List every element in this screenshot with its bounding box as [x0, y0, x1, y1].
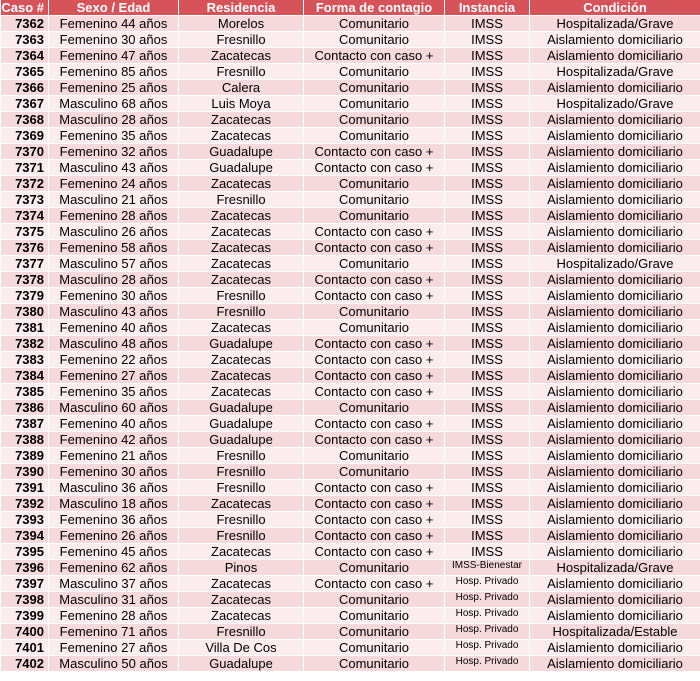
- cell-residencia: Zacatecas: [179, 208, 304, 224]
- cell-residencia: Zacatecas: [179, 48, 304, 64]
- cell-condicion: Hospitalizada/Grave: [530, 560, 700, 576]
- cell-residencia: Fresnillo: [179, 304, 304, 320]
- table-row: [1, 400, 700, 416]
- cell-caso: 7375: [1, 224, 49, 240]
- cell-caso: 7401: [1, 640, 49, 656]
- cell-sexo-edad: Femenino 36 años: [49, 512, 179, 528]
- table-row: [1, 624, 700, 640]
- cell-condicion: Hospitalizado/Grave: [530, 96, 700, 112]
- cell-sexo-edad: Femenino 30 años: [49, 32, 179, 48]
- cell-instancia: IMSS: [445, 128, 530, 144]
- cell-sexo-edad: Femenino 62 años: [49, 560, 179, 576]
- cell-instancia: IMSS: [445, 304, 530, 320]
- cell-caso: 7374: [1, 208, 49, 224]
- cell-sexo-edad: Femenino 85 años: [49, 64, 179, 80]
- cell-sexo-edad: Femenino 71 años: [49, 624, 179, 640]
- cell-residencia: Zacatecas: [179, 176, 304, 192]
- cell-caso: 7379: [1, 288, 49, 304]
- cell-caso: 7367: [1, 96, 49, 112]
- cell-condicion: Aislamiento domiciliario: [530, 176, 700, 192]
- cell-residencia: Zacatecas: [179, 384, 304, 400]
- cell-caso: 7370: [1, 144, 49, 160]
- cell-sexo-edad: Femenino 44 años: [49, 16, 179, 32]
- cell-sexo-edad: Femenino 47 años: [49, 48, 179, 64]
- table-header: [1, 0, 700, 16]
- table-row: [1, 416, 700, 432]
- cell-residencia: Zacatecas: [179, 352, 304, 368]
- cell-caso: 7386: [1, 400, 49, 416]
- cell-residencia: Fresnillo: [179, 528, 304, 544]
- cell-sexo-edad: Femenino 58 años: [49, 240, 179, 256]
- cell-caso: 7371: [1, 160, 49, 176]
- cell-forma-contagio: Comunitario: [304, 64, 445, 80]
- cell-sexo-edad: Masculino 57 años: [49, 256, 179, 272]
- table-row: [1, 384, 700, 400]
- cell-instancia: IMSS: [445, 208, 530, 224]
- cell-instancia: IMSS: [445, 144, 530, 160]
- table-row: [1, 304, 700, 320]
- cell-condicion: Aislamiento domiciliario: [530, 32, 700, 48]
- table-row: [1, 64, 700, 80]
- cell-instancia: IMSS: [445, 176, 530, 192]
- cell-condicion: Aislamiento domiciliario: [530, 528, 700, 544]
- cell-forma-contagio: Comunitario: [304, 592, 445, 608]
- cell-condicion: Aislamiento domiciliario: [530, 48, 700, 64]
- cell-instancia: IMSS: [445, 496, 530, 512]
- cell-forma-contagio: Comunitario: [304, 560, 445, 576]
- cell-instancia: IMSS: [445, 192, 530, 208]
- cell-instancia: IMSS: [445, 512, 530, 528]
- cell-forma-contagio: Comunitario: [304, 80, 445, 96]
- table-row: [1, 656, 700, 672]
- cell-condicion: Aislamiento domiciliario: [530, 128, 700, 144]
- table-row: [1, 128, 700, 144]
- cell-residencia: Zacatecas: [179, 368, 304, 384]
- cell-instancia: IMSS: [445, 272, 530, 288]
- cell-forma-contagio: Comunitario: [304, 640, 445, 656]
- cell-instancia: Hosp. Privado: [445, 640, 530, 656]
- cell-condicion: Hospitalizada/Grave: [530, 64, 700, 80]
- cell-condicion: Aislamiento domiciliario: [530, 304, 700, 320]
- cell-caso: 7397: [1, 576, 49, 592]
- cell-forma-contagio: Comunitario: [304, 112, 445, 128]
- cell-residencia: Zacatecas: [179, 576, 304, 592]
- cell-residencia: Guadalupe: [179, 416, 304, 432]
- cell-forma-contagio: Comunitario: [304, 96, 445, 112]
- cell-instancia: IMSS: [445, 320, 530, 336]
- cell-instancia: IMSS: [445, 480, 530, 496]
- cell-condicion: Aislamiento domiciliario: [530, 656, 700, 672]
- cell-condicion: Aislamiento domiciliario: [530, 352, 700, 368]
- cell-forma-contagio: Comunitario: [304, 656, 445, 672]
- cell-condicion: Aislamiento domiciliario: [530, 384, 700, 400]
- cell-sexo-edad: Femenino 30 años: [49, 464, 179, 480]
- cell-residencia: Morelos: [179, 16, 304, 32]
- header-row: [1, 0, 700, 16]
- cell-condicion: Aislamiento domiciliario: [530, 480, 700, 496]
- cell-forma-contagio: Contacto con caso +: [304, 496, 445, 512]
- cell-condicion: Aislamiento domiciliario: [530, 576, 700, 592]
- cell-sexo-edad: Masculino 43 años: [49, 160, 179, 176]
- table-row: [1, 512, 700, 528]
- cell-sexo-edad: Masculino 31 años: [49, 592, 179, 608]
- cell-caso: 7378: [1, 272, 49, 288]
- cell-forma-contagio: Comunitario: [304, 304, 445, 320]
- cell-instancia: IMSS: [445, 432, 530, 448]
- cell-sexo-edad: Femenino 21 años: [49, 448, 179, 464]
- cell-forma-contagio: Comunitario: [304, 320, 445, 336]
- cell-instancia: IMSS: [445, 80, 530, 96]
- table-row: [1, 224, 700, 240]
- table-row: [1, 272, 700, 288]
- cell-instancia: IMSS: [445, 448, 530, 464]
- cell-caso: 7388: [1, 432, 49, 448]
- table-row: [1, 432, 700, 448]
- table-row: [1, 480, 700, 496]
- cell-forma-contagio: Contacto con caso +: [304, 352, 445, 368]
- table-row: [1, 336, 700, 352]
- cell-sexo-edad: Masculino 26 años: [49, 224, 179, 240]
- table-row: [1, 640, 700, 656]
- cell-condicion: Hospitalizado/Grave: [530, 256, 700, 272]
- header-condicion: Condición: [530, 0, 700, 16]
- cell-sexo-edad: Femenino 40 años: [49, 320, 179, 336]
- cell-residencia: Zacatecas: [179, 496, 304, 512]
- cell-sexo-edad: Femenino 27 años: [49, 368, 179, 384]
- table-row: [1, 32, 700, 48]
- cell-caso: 7387: [1, 416, 49, 432]
- cell-sexo-edad: Femenino 28 años: [49, 608, 179, 624]
- cell-sexo-edad: Masculino 28 años: [49, 272, 179, 288]
- table-row: [1, 288, 700, 304]
- cell-caso: 7396: [1, 560, 49, 576]
- cell-caso: 7363: [1, 32, 49, 48]
- table-row: [1, 160, 700, 176]
- cell-caso: 7382: [1, 336, 49, 352]
- cell-forma-contagio: Contacto con caso +: [304, 272, 445, 288]
- cell-caso: 7368: [1, 112, 49, 128]
- cell-sexo-edad: Masculino 50 años: [49, 656, 179, 672]
- cell-forma-contagio: Comunitario: [304, 208, 445, 224]
- cell-caso: 7377: [1, 256, 49, 272]
- cell-forma-contagio: Comunitario: [304, 624, 445, 640]
- cell-sexo-edad: Masculino 28 años: [49, 112, 179, 128]
- cell-forma-contagio: Contacto con caso +: [304, 512, 445, 528]
- cell-caso: 7385: [1, 384, 49, 400]
- cell-residencia: Fresnillo: [179, 288, 304, 304]
- cell-condicion: Aislamiento domiciliario: [530, 272, 700, 288]
- cell-instancia: Hosp. Privado: [445, 576, 530, 592]
- cell-instancia: IMSS: [445, 96, 530, 112]
- cell-condicion: Aislamiento domiciliario: [530, 192, 700, 208]
- cell-instancia: IMSS: [445, 464, 530, 480]
- cell-sexo-edad: Masculino 60 años: [49, 400, 179, 416]
- cell-residencia: Guadalupe: [179, 144, 304, 160]
- cell-instancia: IMSS: [445, 352, 530, 368]
- cell-condicion: Aislamiento domiciliario: [530, 144, 700, 160]
- cell-condicion: Aislamiento domiciliario: [530, 608, 700, 624]
- cell-residencia: Luis Moya: [179, 96, 304, 112]
- table-row: [1, 48, 700, 64]
- cell-residencia: Zacatecas: [179, 608, 304, 624]
- cell-condicion: Aislamiento domiciliario: [530, 448, 700, 464]
- cell-instancia: IMSS: [445, 240, 530, 256]
- table-row: [1, 608, 700, 624]
- cell-residencia: Calera: [179, 80, 304, 96]
- cell-residencia: Fresnillo: [179, 464, 304, 480]
- cell-condicion: Aislamiento domiciliario: [530, 640, 700, 656]
- cell-sexo-edad: Femenino 35 años: [49, 128, 179, 144]
- cell-sexo-edad: Femenino 42 años: [49, 432, 179, 448]
- cell-forma-contagio: Contacto con caso +: [304, 240, 445, 256]
- cell-residencia: Guadalupe: [179, 400, 304, 416]
- cell-sexo-edad: Masculino 21 años: [49, 192, 179, 208]
- cell-condicion: Aislamiento domiciliario: [530, 112, 700, 128]
- cell-residencia: Fresnillo: [179, 480, 304, 496]
- cell-residencia: Guadalupe: [179, 432, 304, 448]
- table-body: [1, 16, 700, 672]
- table-row: [1, 496, 700, 512]
- cell-sexo-edad: Femenino 25 años: [49, 80, 179, 96]
- cell-caso: 7362: [1, 16, 49, 32]
- table-row: [1, 192, 700, 208]
- cell-caso: 7381: [1, 320, 49, 336]
- cell-condicion: Aislamiento domiciliario: [530, 592, 700, 608]
- cell-caso: 7372: [1, 176, 49, 192]
- cell-residencia: Fresnillo: [179, 64, 304, 80]
- cell-condicion: Aislamiento domiciliario: [530, 336, 700, 352]
- cell-forma-contagio: Comunitario: [304, 128, 445, 144]
- cell-forma-contagio: Contacto con caso +: [304, 480, 445, 496]
- table-row: [1, 448, 700, 464]
- cell-forma-contagio: Comunitario: [304, 176, 445, 192]
- table-row: [1, 528, 700, 544]
- cell-sexo-edad: Masculino 43 años: [49, 304, 179, 320]
- cell-condicion: Aislamiento domiciliario: [530, 80, 700, 96]
- cell-sexo-edad: Masculino 37 años: [49, 576, 179, 592]
- table-row: [1, 144, 700, 160]
- cell-sexo-edad: Femenino 32 años: [49, 144, 179, 160]
- cell-caso: 7393: [1, 512, 49, 528]
- cell-instancia: IMSS-Bienestar: [445, 560, 530, 576]
- header-residencia: Residencia: [179, 0, 304, 16]
- cell-residencia: Zacatecas: [179, 112, 304, 128]
- cell-instancia: IMSS: [445, 48, 530, 64]
- table-row: [1, 176, 700, 192]
- cell-forma-contagio: Contacto con caso +: [304, 432, 445, 448]
- cell-condicion: Aislamiento domiciliario: [530, 224, 700, 240]
- cell-sexo-edad: Masculino 68 años: [49, 96, 179, 112]
- cell-instancia: Hosp. Privado: [445, 656, 530, 672]
- cell-condicion: Aislamiento domiciliario: [530, 464, 700, 480]
- header-caso: Caso #: [1, 0, 49, 16]
- cell-instancia: IMSS: [445, 256, 530, 272]
- cell-instancia: IMSS: [445, 32, 530, 48]
- header-forma-contagio: Forma de contagio: [304, 0, 445, 16]
- cell-condicion: Aislamiento domiciliario: [530, 496, 700, 512]
- cell-forma-contagio: Contacto con caso +: [304, 416, 445, 432]
- table-row: [1, 560, 700, 576]
- cell-residencia: Fresnillo: [179, 624, 304, 640]
- cell-residencia: Guadalupe: [179, 160, 304, 176]
- cell-forma-contagio: Comunitario: [304, 256, 445, 272]
- cell-caso: 7391: [1, 480, 49, 496]
- cell-residencia: Zacatecas: [179, 320, 304, 336]
- cell-residencia: Fresnillo: [179, 192, 304, 208]
- cell-condicion: Hospitalizada/Grave: [530, 16, 700, 32]
- cell-forma-contagio: Contacto con caso +: [304, 224, 445, 240]
- cell-sexo-edad: Femenino 28 años: [49, 208, 179, 224]
- cell-sexo-edad: Masculino 48 años: [49, 336, 179, 352]
- cell-caso: 7395: [1, 544, 49, 560]
- cell-instancia: IMSS: [445, 288, 530, 304]
- cell-forma-contagio: Contacto con caso +: [304, 544, 445, 560]
- cell-instancia: IMSS: [445, 544, 530, 560]
- table-row: [1, 16, 700, 32]
- cell-forma-contagio: Contacto con caso +: [304, 48, 445, 64]
- cell-forma-contagio: Contacto con caso +: [304, 160, 445, 176]
- cell-caso: 7389: [1, 448, 49, 464]
- cell-condicion: Aislamiento domiciliario: [530, 160, 700, 176]
- cell-caso: 7402: [1, 656, 49, 672]
- cell-residencia: Fresnillo: [179, 448, 304, 464]
- cell-caso: 7390: [1, 464, 49, 480]
- table-row: [1, 96, 700, 112]
- cell-sexo-edad: Femenino 45 años: [49, 544, 179, 560]
- cell-forma-contagio: Comunitario: [304, 448, 445, 464]
- cell-residencia: Zacatecas: [179, 592, 304, 608]
- cell-caso: 7398: [1, 592, 49, 608]
- cell-condicion: Hospitalizada/Estable: [530, 624, 700, 640]
- table-row: [1, 368, 700, 384]
- cell-forma-contagio: Comunitario: [304, 400, 445, 416]
- cell-condicion: Aislamiento domiciliario: [530, 208, 700, 224]
- header-sexo-edad: Sexo / Edad: [49, 0, 179, 16]
- cell-caso: 7376: [1, 240, 49, 256]
- cell-caso: 7364: [1, 48, 49, 64]
- cell-caso: 7366: [1, 80, 49, 96]
- cell-instancia: Hosp. Privado: [445, 608, 530, 624]
- cell-sexo-edad: Femenino 26 años: [49, 528, 179, 544]
- cell-instancia: IMSS: [445, 528, 530, 544]
- cell-residencia: Guadalupe: [179, 656, 304, 672]
- cell-residencia: Zacatecas: [179, 128, 304, 144]
- cell-condicion: Aislamiento domiciliario: [530, 512, 700, 528]
- cell-sexo-edad: Masculino 36 años: [49, 480, 179, 496]
- cell-forma-contagio: Comunitario: [304, 16, 445, 32]
- cell-instancia: IMSS: [445, 400, 530, 416]
- cell-instancia: IMSS: [445, 16, 530, 32]
- cell-residencia: Zacatecas: [179, 272, 304, 288]
- cell-condicion: Aislamiento domiciliario: [530, 240, 700, 256]
- cell-condicion: Aislamiento domiciliario: [530, 288, 700, 304]
- cell-forma-contagio: Contacto con caso +: [304, 336, 445, 352]
- table-row: [1, 320, 700, 336]
- cell-instancia: IMSS: [445, 416, 530, 432]
- cell-sexo-edad: Femenino 40 años: [49, 416, 179, 432]
- cell-caso: 7384: [1, 368, 49, 384]
- cell-instancia: IMSS: [445, 112, 530, 128]
- cell-instancia: Hosp. Privado: [445, 592, 530, 608]
- cell-forma-contagio: Comunitario: [304, 32, 445, 48]
- table-row: [1, 208, 700, 224]
- cell-sexo-edad: Femenino 27 años: [49, 640, 179, 656]
- table-row: [1, 464, 700, 480]
- cell-forma-contagio: Contacto con caso +: [304, 384, 445, 400]
- cell-sexo-edad: Femenino 35 años: [49, 384, 179, 400]
- table-row: [1, 352, 700, 368]
- cell-sexo-edad: Femenino 22 años: [49, 352, 179, 368]
- table-row: [1, 80, 700, 96]
- cell-sexo-edad: Femenino 24 años: [49, 176, 179, 192]
- cell-sexo-edad: Masculino 18 años: [49, 496, 179, 512]
- cell-instancia: IMSS: [445, 224, 530, 240]
- cell-forma-contagio: Contacto con caso +: [304, 288, 445, 304]
- cell-condicion: Aislamiento domiciliario: [530, 432, 700, 448]
- table-row: [1, 592, 700, 608]
- cell-condicion: Aislamiento domiciliario: [530, 416, 700, 432]
- cell-forma-contagio: Contacto con caso +: [304, 144, 445, 160]
- table-row: [1, 576, 700, 592]
- cell-instancia: IMSS: [445, 160, 530, 176]
- table-row: [1, 256, 700, 272]
- cell-residencia: Villa De Cos: [179, 640, 304, 656]
- cell-residencia: Zacatecas: [179, 544, 304, 560]
- header-instancia: Instancia: [445, 0, 530, 16]
- cell-caso: 7383: [1, 352, 49, 368]
- cell-residencia: Fresnillo: [179, 32, 304, 48]
- cell-residencia: Zacatecas: [179, 224, 304, 240]
- cell-forma-contagio: Contacto con caso +: [304, 528, 445, 544]
- cell-residencia: Zacatecas: [179, 256, 304, 272]
- cell-condicion: Aislamiento domiciliario: [530, 544, 700, 560]
- cell-residencia: Zacatecas: [179, 240, 304, 256]
- cell-sexo-edad: Femenino 30 años: [49, 288, 179, 304]
- cell-caso: 7400: [1, 624, 49, 640]
- cell-forma-contagio: Comunitario: [304, 192, 445, 208]
- cell-forma-contagio: Comunitario: [304, 464, 445, 480]
- cell-caso: 7392: [1, 496, 49, 512]
- cell-instancia: IMSS: [445, 384, 530, 400]
- cell-forma-contagio: Contacto con caso +: [304, 576, 445, 592]
- cell-instancia: IMSS: [445, 368, 530, 384]
- cell-residencia: Guadalupe: [179, 336, 304, 352]
- cell-residencia: Fresnillo: [179, 512, 304, 528]
- cell-residencia: Pinos: [179, 560, 304, 576]
- cell-instancia: Hosp. Privado: [445, 624, 530, 640]
- cell-condicion: Aislamiento domiciliario: [530, 400, 700, 416]
- cell-caso: 7394: [1, 528, 49, 544]
- cell-caso: 7369: [1, 128, 49, 144]
- cell-condicion: Aislamiento domiciliario: [530, 320, 700, 336]
- table-row: [1, 544, 700, 560]
- cell-condicion: Aislamiento domiciliario: [530, 368, 700, 384]
- cell-caso: 7399: [1, 608, 49, 624]
- cell-caso: 7380: [1, 304, 49, 320]
- cell-instancia: IMSS: [445, 64, 530, 80]
- cell-instancia: IMSS: [445, 336, 530, 352]
- table-row: [1, 112, 700, 128]
- cell-forma-contagio: Comunitario: [304, 608, 445, 624]
- cell-caso: 7365: [1, 64, 49, 80]
- table-row: [1, 240, 700, 256]
- cell-forma-contagio: Contacto con caso +: [304, 368, 445, 384]
- cell-caso: 7373: [1, 192, 49, 208]
